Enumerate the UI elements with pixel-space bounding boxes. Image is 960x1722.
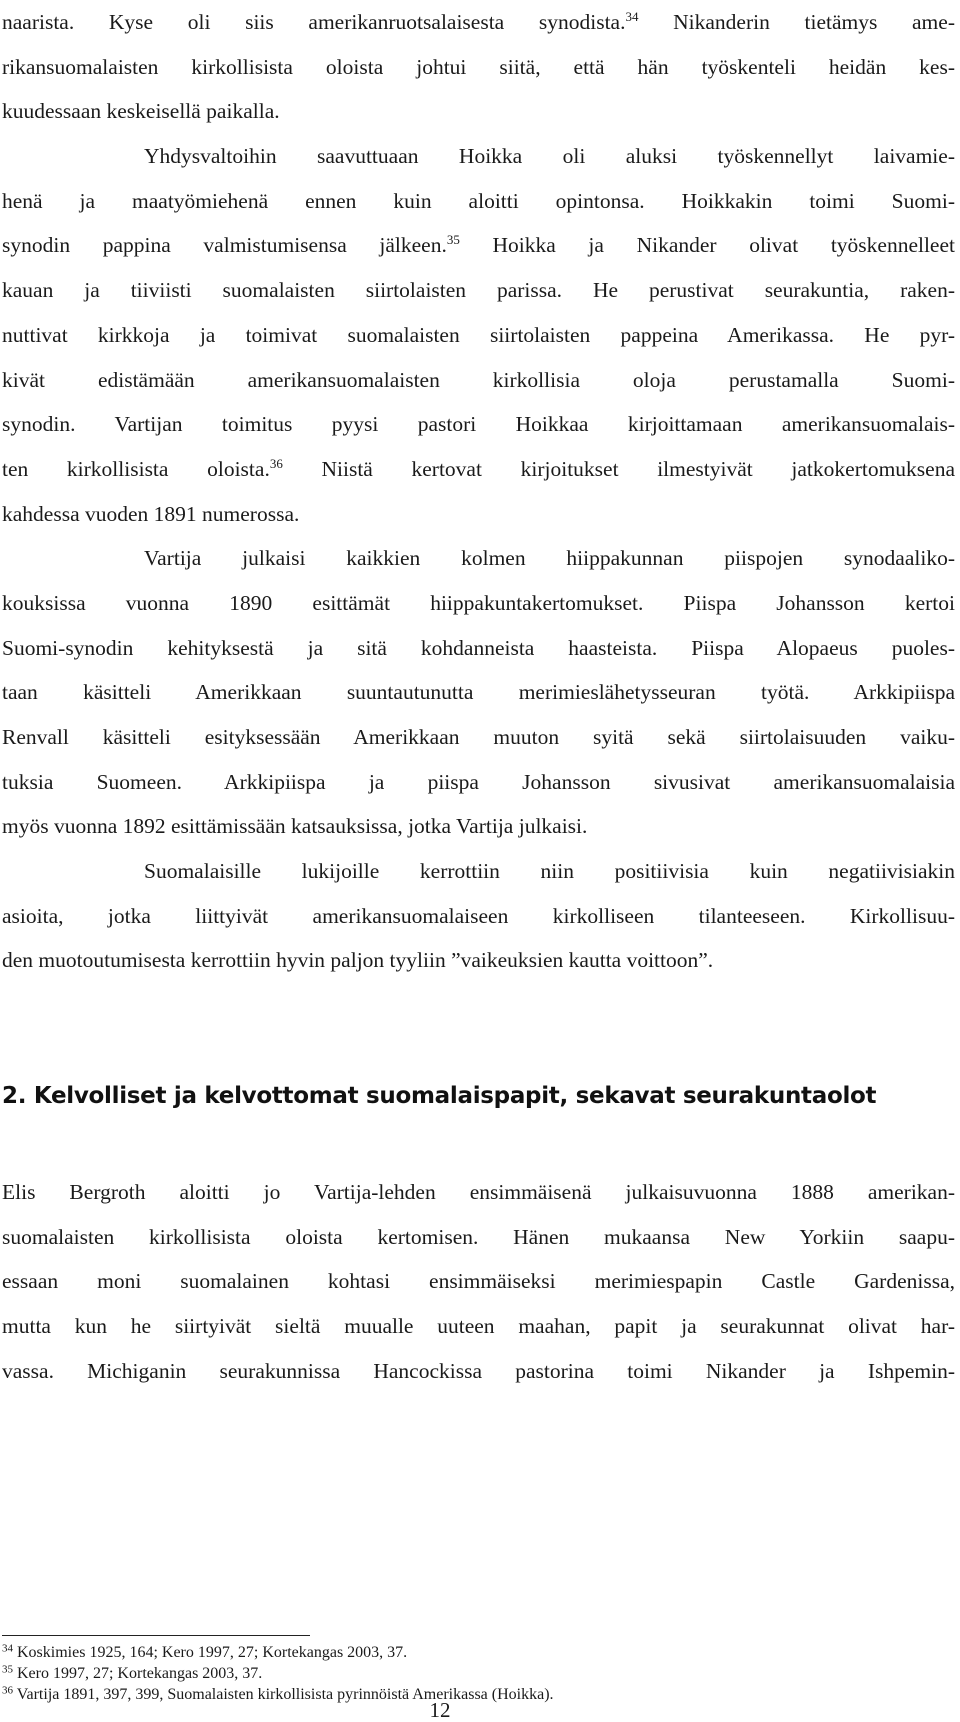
footnote-text: Kero 1997, 27; Kortekangas 2003, 37.	[13, 1665, 263, 1682]
text-line: mutta kun he siirtyivät sieltä muualle uuteen maahan, papit ja seurakunnat olivat har-	[2, 1314, 955, 1339]
text-line: suomalaisten kirkollisista oloista kertomisen. Hänen mukaansa New Yorkiin saapu-	[2, 1224, 955, 1249]
text-line: Vartija julkaisi kaikkien kolmen hiippakunnan piispojen synodaaliko-	[144, 546, 955, 571]
body-text-section-2	[0, 1170, 960, 1393]
footnote-ref[interactable]: 36	[269, 455, 283, 471]
footnote-number: 36	[2, 1684, 13, 1697]
text-line: naarista. Kyse oli siis amerikanruotsalaisesta synodista.$^{34}$ Nikanderin tietämys ame-	[2, 8, 955, 34]
text-line: synodin. Vartijan toimitus pyysi pastori Hoikkaa kirjoittamaan amerikansuomalais-	[2, 412, 955, 437]
text-line: myös vuonna 1892 esittämissään katsauksissa, jotka Vartija julkaisi.	[2, 814, 588, 839]
footnotes	[2, 1642, 554, 1705]
text-line: kuudessaan keskeisellä paikalla.	[2, 99, 280, 124]
section-heading: 2. Kelvolliset ja kelvottomat suomalaispapit, sekavat seurakuntaolot	[2, 1083, 877, 1109]
text-line: taan käsitteli Amerikkaan suuntautunutta merimieslähetysseuran työtä. Arkkipiispa	[2, 680, 955, 705]
footnote-number: 34	[2, 1642, 13, 1655]
text-line: kauan ja tiiviisti suomalaisten siirtolaisten parissa. He perustivat seurakuntia, raken-	[2, 278, 955, 303]
text-line: synodin pappina valmistumisensa jälkeen.$^{35}$ Hoikka ja Nikander olivat työskennelleet	[2, 232, 955, 258]
text-line: henä ja maatyömiehenä ennen kuin aloitti opintonsa. Hoikkakin toimi Suomi-	[2, 188, 955, 213]
text-line: rikansuomalaisten kirkollisista oloista johtui siitä, että hän työskenteli heidän kes-	[2, 54, 955, 79]
text-line: nuttivat kirkkoja ja toimivat suomalaisten siirtolaisten pappeina Amerikassa. He pyr-	[2, 322, 955, 347]
page-number: 12	[429, 1698, 451, 1722]
footnote	[2, 1663, 554, 1684]
text-line: vassa. Michiganin seurakunnissa Hancockissa pastorina toimi Nikander ja Ishpemin-	[2, 1358, 955, 1383]
text-line: Yhdysvaltoihin saavuttuaan Hoikka oli aluksi työskennellyt laivamie-	[144, 144, 955, 169]
text-line: Suomalaisille lukijoille kerrottiin niin positiivisia kuin negatiivisiakin	[144, 859, 955, 884]
text-line: kivät edistämään amerikansuomalaisten kirkollisia oloja perustamalla Suomi-	[2, 367, 955, 392]
text-line: kouksissa vuonna 1890 esittämät hiippakuntakertomukset. Piispa Johansson kertoi	[2, 590, 955, 615]
text-line: tuksia Suomeen. Arkkipiispa ja piispa Johansson sivusivat amerikansuomalaisia	[2, 769, 955, 794]
text-line: kahdessa vuoden 1891 numerossa.	[2, 501, 300, 526]
text-line: den muotoutumisesta kerrottiin hyvin paljon tyyliin ”vaikeuksien kautta voittoon”.	[2, 948, 714, 973]
text-line: asioita, jotka liittyivät amerikansuomalaiseen kirkolliseen tilanteeseen. Kirkollisuu-	[2, 903, 955, 928]
footnote-separator	[2, 1635, 310, 1636]
text-line: Elis Bergroth aloitti jo Vartija-lehden ensimmäisenä julkaisuvuonna 1888 amerikan-	[2, 1180, 955, 1204]
text-line: Suomi-synodin kehityksestä ja sitä kohdanneista haasteista. Piispa Alopaeus puoles-	[2, 635, 955, 660]
footnote-number: 35	[2, 1663, 13, 1676]
footnote-text: Vartija 1891, 397, 399, Suomalaisten kirkollisista pyrinnöistä Amerikassa (Hoikka).	[13, 1686, 554, 1703]
footnote-text: Koskimies 1925, 164; Kero 1997, 27; Kortekangas 2003, 37.	[13, 1644, 408, 1661]
footnote-ref[interactable]: 34	[625, 8, 639, 24]
text-line: ten kirkollisista oloista.$^{36}$ Niistä kertovat kirjoitukset ilmestyivät jatkokertomuksena	[2, 455, 956, 481]
text-line: Renvall käsitteli esityksessään Amerikkaan muuton syitä sekä siirtolaisuuden vaiku-	[2, 725, 955, 749]
footnote	[2, 1642, 554, 1663]
footnote-ref[interactable]: 35	[446, 232, 460, 248]
text-line: essaan moni suomalainen kohtasi ensimmäiseksi merimiespapin Castle Gardenissa,	[2, 1269, 955, 1294]
